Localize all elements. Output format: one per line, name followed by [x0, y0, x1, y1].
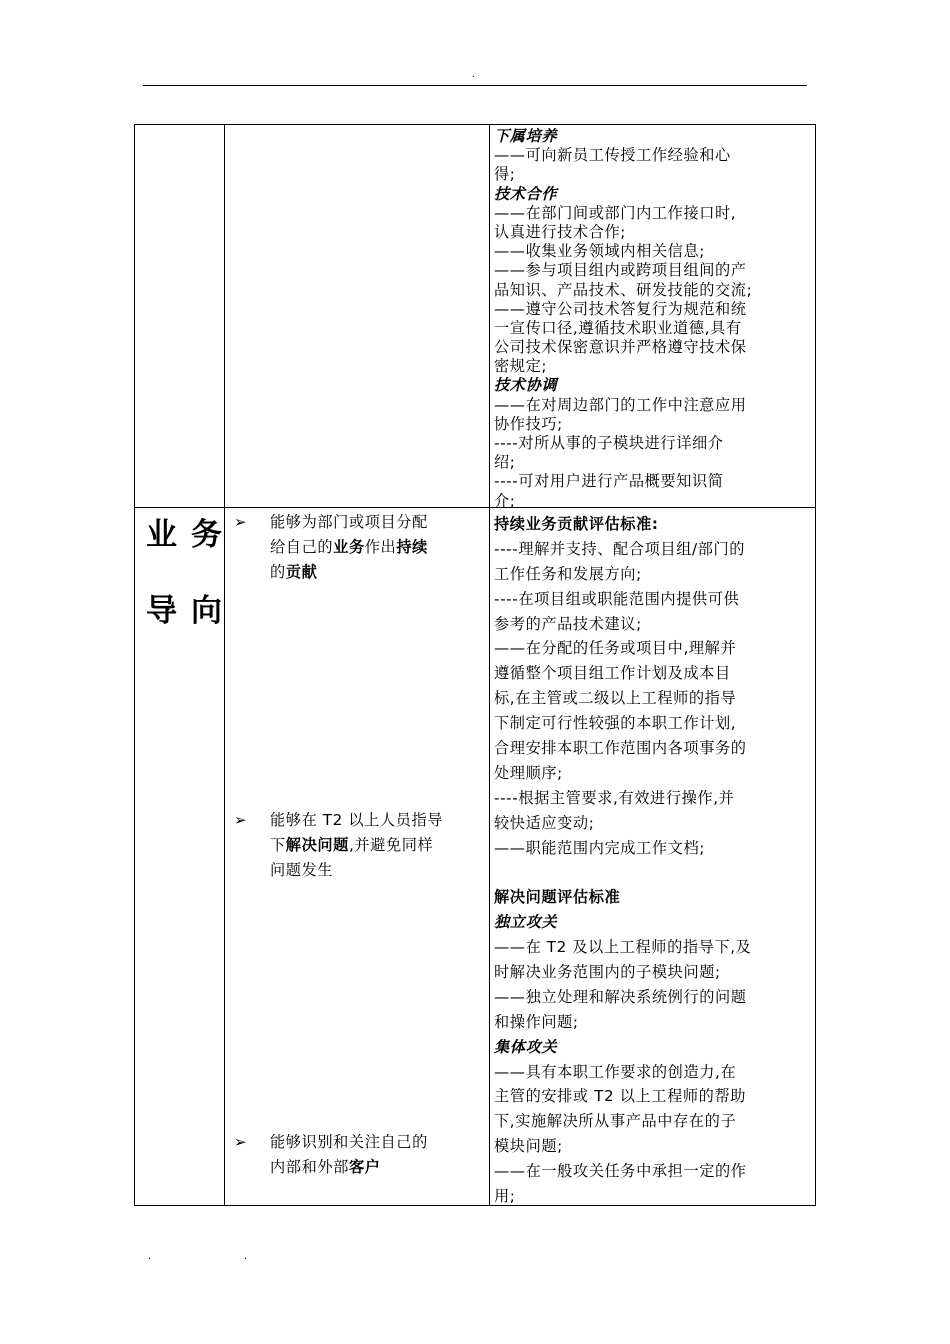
capability-keyword: 持续 — [396, 538, 428, 556]
capability-text-run: 能够识别和关注自己的 — [270, 1133, 428, 1151]
criteria-line: ——收集业务领域内相关信息; — [494, 242, 705, 261]
capability-text-run: 问题发生 — [270, 861, 334, 879]
criteria-line: 品知识、产品技术、研发技能的交流; — [494, 280, 753, 299]
criteria-line: 介; — [494, 491, 516, 510]
criteria-line: 用; — [494, 1187, 516, 1206]
table-border-top — [134, 124, 816, 125]
business-criteria-cell — [494, 512, 812, 1209]
criteria-line: 公司技术保密意识并严格遵守技术保 — [494, 338, 747, 357]
criteria-line: ----对所从事的子模块进行详细介 — [494, 434, 724, 452]
business-orientation-heading — [146, 517, 236, 672]
criteria-line: ——在分配的任务或项目中,理解并 — [494, 639, 737, 658]
capability-text-run: 能够为部门或项目分配 — [270, 513, 428, 531]
capability-line — [270, 1130, 428, 1155]
capability-line — [270, 535, 428, 560]
footer-dot-left: . — [148, 1251, 152, 1262]
criteria-line: ----根据主管要求,有效进行操作,并 — [494, 788, 735, 807]
competency-table — [134, 124, 816, 1206]
criteria-heading: 解决问题评估标准 — [494, 888, 621, 907]
capability-line — [270, 1155, 428, 1180]
criteria-line: 下,实施解决所从事产品中存在的子 — [494, 1112, 737, 1131]
criteria-line: 绍; — [494, 453, 516, 472]
table-border-right — [815, 124, 816, 1206]
capability-text-run: 作出 — [364, 538, 397, 556]
criteria-heading: 技术合作 — [494, 184, 558, 203]
capability-text — [270, 510, 428, 585]
criteria-line: ——参与项目组内或跨项目组间的产 — [494, 261, 747, 280]
criteria-line: ----理解并支持、配合项目组/部门的 — [494, 539, 746, 558]
criteria-line: 主管的安排或 T2 以上工程师的帮助 — [494, 1087, 747, 1106]
criteria-line: ——独立处理和解决系统例行的问题 — [494, 987, 747, 1006]
bullet-arrow-icon: ➢ — [234, 811, 248, 829]
header-dot: . — [472, 69, 476, 80]
capability-line — [270, 833, 443, 858]
criteria-line: ----可对用户进行产品概要知识简 — [494, 472, 724, 491]
criteria-line — [494, 860, 812, 885]
criteria-line: 时解决业务范围内的子模块问题; — [494, 963, 721, 982]
criteria-line: 密规定; — [494, 357, 548, 376]
criteria-line: ——遵守公司技术答复行为规范和统 — [494, 299, 747, 318]
capability-line — [270, 858, 443, 883]
criteria-heading: 技术协调 — [494, 376, 558, 395]
criteria-line: ——具有本职工作要求的创造力,在 — [494, 1062, 737, 1081]
capability-keyword: 解决问题 — [285, 836, 349, 854]
criteria-line: 较快适应变动; — [494, 813, 595, 832]
criteria-heading: 持续业务贡献评估标准: — [494, 515, 659, 533]
criteria-line: 模块问题; — [494, 1137, 563, 1156]
criteria-line: ——在 T2 及以上工程师的指导下,及 — [494, 938, 752, 957]
criteria-heading: 集体攻关 — [494, 1037, 558, 1056]
criteria-line: ——职能范围内完成工作文档; — [494, 838, 705, 857]
criteria-line: ----在项目组或职能范围内提供可供 — [494, 589, 740, 608]
table-border-left — [134, 124, 135, 1206]
criteria-line: 标,在主管或二级以上工程师的指导 — [494, 689, 737, 708]
capability-text-run: 下 — [270, 836, 286, 854]
footer-dot-right: . — [244, 1251, 248, 1262]
bullet-arrow-icon: ➢ — [234, 1133, 248, 1151]
criteria-line: 认真进行技术合作; — [494, 222, 627, 241]
criteria-line: ——可向新员工传授工作经验和心 — [494, 146, 731, 165]
criteria-line: 遵循整个项目组工作计划及成本目 — [494, 664, 731, 683]
heading-line-2: 导向 — [146, 593, 236, 629]
criteria-line: 和操作问题; — [494, 1012, 579, 1031]
criteria-heading: 下属培养 — [494, 127, 558, 145]
capability-line — [270, 560, 428, 585]
header-rule — [143, 85, 807, 86]
criteria-line: 得; — [494, 165, 516, 184]
bullet-arrow-icon: ➢ — [234, 513, 248, 531]
top-row-criteria-cell — [494, 127, 812, 511]
criteria-line: 处理顺序; — [494, 763, 563, 782]
capability-text — [270, 808, 443, 883]
capability-line — [270, 510, 428, 535]
criteria-heading: 独立攻关 — [494, 913, 558, 932]
criteria-line: ——在一般攻关任务中承担一定的作 — [494, 1162, 747, 1181]
capability-text-run: 给自己的 — [270, 538, 334, 556]
criteria-line: 参考的产品技术建议; — [494, 614, 642, 633]
capability-text-run: 能够在 T2 以上人员指导 — [270, 811, 444, 829]
criteria-line: 工作任务和发展方向; — [494, 564, 642, 583]
criteria-line: 一宣传口径,遵循技术职业道德,具有 — [494, 318, 742, 337]
criteria-line: ——在部门间或部门内工作接口时, — [494, 203, 737, 222]
capability-keyword: 业务 — [333, 538, 365, 556]
criteria-line: 合理安排本职工作范围内各项事务的 — [494, 739, 747, 758]
capability-keyword: 贡献 — [285, 563, 318, 581]
table-column-divider-2 — [489, 124, 490, 1206]
capability-text-run: 的 — [270, 563, 286, 581]
criteria-line: 下制定可行性较强的本职工作计划, — [494, 714, 737, 733]
capability-text-run: 内部和外部 — [270, 1158, 349, 1176]
capability-line — [270, 808, 443, 833]
criteria-line: ——在对周边部门的工作中注意应用 — [494, 395, 747, 414]
capability-keyword: 客户 — [348, 1158, 381, 1176]
capability-text-run: ,并避免同样 — [348, 836, 434, 854]
heading-line-1: 业务 — [146, 517, 236, 553]
criteria-line: 协作技巧; — [494, 414, 563, 433]
capability-text — [270, 1130, 428, 1180]
